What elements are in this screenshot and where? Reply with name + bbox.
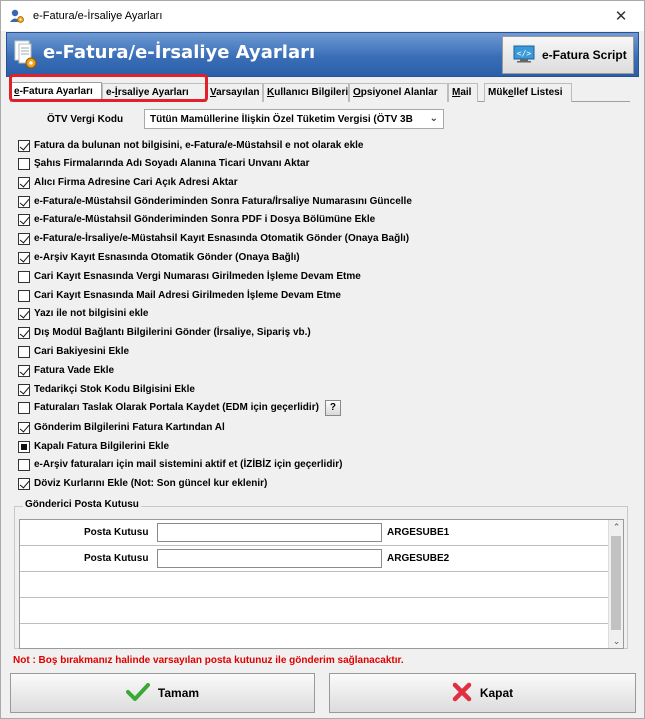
help-button[interactable]: ?: [325, 400, 341, 416]
checkbox[interactable]: [18, 441, 30, 453]
page-header: [6, 32, 639, 77]
tab-mail[interactable]: Mail: [448, 83, 478, 102]
table-row: [20, 546, 609, 572]
checkbox[interactable]: [18, 177, 30, 189]
window-title: e-Fatura/e-İrsaliye Ayarları: [33, 10, 163, 22]
mailbox-input[interactable]: [157, 523, 382, 542]
checkbox-row[interactable]: Fatura Vade Ekle: [18, 363, 114, 378]
checkbox[interactable]: [18, 478, 30, 490]
checkbox-row[interactable]: e-Fatura/e-Müstahsil Gönderiminden Sonra PDF i Dosya Bölümüne Ekle: [18, 212, 375, 227]
mailbox-value: ARGESUBE2: [387, 553, 450, 564]
mailbox-grid: [19, 519, 624, 649]
sender-mailbox-group: [14, 499, 628, 649]
tab-eirsaliye-ayarlari[interactable]: e-İrsaliye Ayarları: [102, 83, 206, 102]
chevron-up-icon[interactable]: ⌃: [612, 521, 621, 532]
checkbox[interactable]: [18, 346, 30, 358]
tab-opsiyonel-alanlar[interactable]: Opsiyonel Alanlar: [349, 83, 448, 102]
gear-person-icon: [9, 8, 25, 24]
checkbox[interactable]: [18, 233, 30, 245]
checkmark-icon: [126, 683, 150, 704]
mailbox-label: Posta Kutusu: [84, 527, 149, 538]
checkbox-row[interactable]: Gönderim Bilgilerini Fatura Kartından Al: [18, 420, 225, 435]
tab-efatura-ayarlari[interactable]: e-Fatura Ayarları: [10, 82, 102, 103]
efatura-script-button[interactable]: [502, 36, 634, 74]
title-bar: [1, 1, 644, 31]
checkbox[interactable]: [18, 402, 30, 414]
efatura-script-label: e-Fatura Script: [542, 48, 627, 62]
table-row: [20, 520, 609, 546]
checkbox[interactable]: [18, 290, 30, 302]
table-row: [20, 572, 609, 598]
otv-select-value: Tütün Mamüllerine İlişkin Özel Tüketim Vergisi (ÖTV 3B: [150, 113, 413, 125]
scrollbar-thumb[interactable]: [611, 536, 621, 630]
checkbox-row[interactable]: Kapalı Fatura Bilgilerini Ekle: [18, 439, 169, 454]
group-title: Gönderici Posta Kutusu: [25, 499, 139, 510]
checkbox-row[interactable]: Cari Kayıt Esnasında Mail Adresi Girilmeden İşleme Devam Etme: [18, 288, 341, 303]
x-icon: [452, 682, 472, 705]
checkbox[interactable]: [18, 158, 30, 170]
table-row: [20, 624, 609, 650]
checkbox[interactable]: [18, 308, 30, 320]
checkbox-row[interactable]: e-Arşiv faturaları için mail sistemini aktif et (İZİBİZ için geçerlidir): [18, 457, 342, 472]
checkbox-row[interactable]: Alıcı Firma Adresine Cari Açık Adresi Aktar: [18, 175, 238, 190]
table-row: [20, 598, 609, 624]
mailbox-note: Not : Boş bırakmanız halinde varsayılan posta kutunuz ile gönderim sağlanacaktır.: [13, 655, 404, 666]
checkbox-row[interactable]: e-Fatura/e-Müstahsil Gönderiminden Sonra Fatura/İrsaliye Numarasını Güncelle: [18, 194, 412, 209]
checkbox[interactable]: [18, 422, 30, 434]
checkbox-row[interactable]: Fatura da bulunan not bilgisini, e-Fatura/e-Müstahsil e not olarak ekle: [18, 138, 364, 153]
otv-select[interactable]: [144, 109, 444, 129]
tab-bar: [10, 82, 630, 102]
checkbox[interactable]: [18, 140, 30, 152]
page-title: e-Fatura/e-İrsaliye Ayarları: [43, 42, 316, 63]
checkbox-row[interactable]: Cari Kayıt Esnasında Vergi Numarası Girilmeden İşleme Devam Etme: [18, 269, 361, 284]
checkbox-row[interactable]: Faturaları Taslak Olarak Portala Kaydet (EDM için geçerlidir) ?: [18, 400, 341, 415]
svg-text:</>: </>: [516, 48, 532, 58]
checkbox[interactable]: [18, 327, 30, 339]
code-screen-icon: [513, 45, 535, 66]
mailbox-value: ARGESUBE1: [387, 527, 450, 538]
checkbox-row[interactable]: e-Fatura/e-İrsaliye/e-Müstahsil Kayıt Esnasında Otomatik Gönder (Onaya Bağlı): [18, 231, 409, 246]
window-close-button[interactable]: ✕: [614, 8, 628, 25]
checkbox[interactable]: [18, 384, 30, 396]
checkbox[interactable]: [18, 252, 30, 264]
checkbox-row[interactable]: Şahıs Firmalarında Adı Soyadı Alanına Ticari Unvanı Aktar: [18, 156, 309, 171]
checkbox-row[interactable]: e-Arşiv Kayıt Esnasında Otomatik Gönder (Onaya Bağlı): [18, 250, 300, 265]
grid-scrollbar[interactable]: [608, 520, 623, 648]
tab-kullanici-bilgileri[interactable]: Kullanıcı Bilgileri: [263, 83, 349, 102]
efatura-settings-panel: [10, 102, 630, 665]
ok-button[interactable]: [10, 673, 315, 713]
ok-button-label: Tamam: [157, 686, 200, 700]
checkbox-row[interactable]: Cari Bakiyesini Ekle: [18, 344, 129, 359]
otv-label: ÖTV Vergi Kodu: [47, 114, 124, 125]
checkbox[interactable]: [18, 459, 30, 471]
checkbox[interactable]: [18, 214, 30, 226]
checkbox[interactable]: [18, 365, 30, 377]
document-gear-icon: [13, 40, 39, 70]
close-button-label: Kapat: [479, 686, 514, 700]
chevron-down-icon[interactable]: ⌄: [612, 635, 621, 646]
checkbox[interactable]: [18, 196, 30, 208]
checkbox-row[interactable]: Yazı ile not bilgisini ekle: [18, 306, 148, 321]
checkbox-row[interactable]: Döviz Kurlarını Ekle (Not: Son güncel kur eklenir): [18, 476, 267, 491]
checkbox-row[interactable]: Dış Modül Bağlantı Bilgilerini Gönder (İrsaliye, Sipariş vb.): [18, 325, 311, 340]
close-button[interactable]: [329, 673, 636, 713]
chevron-down-icon: ⌄: [429, 113, 438, 124]
tab-varsayilan[interactable]: Varsayılan: [206, 83, 263, 102]
checkbox[interactable]: [18, 271, 30, 283]
tab-mukellef-listesi[interactable]: Mükellef Listesi: [484, 83, 572, 102]
checkbox-row[interactable]: Tedarikçi Stok Kodu Bilgisini Ekle: [18, 382, 195, 397]
mailbox-label: Posta Kutusu: [84, 553, 149, 564]
mailbox-input[interactable]: [157, 549, 382, 568]
